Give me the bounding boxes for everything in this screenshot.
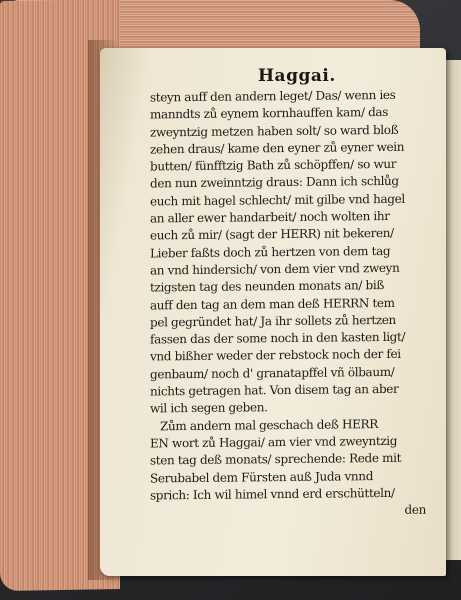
text-line: sprich: Ich wil himel vnnd erd erschütteln/ bbox=[150, 485, 395, 503]
text-line: sten tag deß monats/ sprechende: Rede mit bbox=[150, 451, 402, 468]
text-line: butten/ fünfftzig Bath zů schöpffen/ so wur bbox=[150, 157, 397, 174]
text-line: tzigsten tag des neunden monats an/ biß bbox=[150, 278, 385, 295]
text-line: den nun zweinntzig draus: Dann ich schlůg bbox=[150, 174, 399, 191]
text-line: an aller ewer handarbeit/ noch wolten ihr bbox=[150, 209, 390, 226]
text-line: euch zů mir/ (sagt der HERR) nit bekeren/ bbox=[150, 226, 394, 243]
text-line: vnd bißher weder der rebstock noch der fei bbox=[150, 347, 401, 364]
text-line: auff den tag an dem man deß HERRN tem bbox=[150, 295, 395, 313]
facing-page-edge bbox=[444, 60, 461, 560]
text-line: zweyntzig metzen haben solt/ so ward bloß bbox=[150, 122, 399, 140]
paragraph-start-line: Zům andern mal geschach deß HERR bbox=[160, 416, 378, 433]
text-line: fassen das der some noch in den kasten ligt/ bbox=[150, 329, 406, 347]
text-line: genbaum/ noch d' granatapffel vñ ölbaum/ bbox=[150, 364, 395, 382]
text-line: pel gegründet hat/ Ja ihr sollets zů hertzen bbox=[150, 312, 396, 330]
text-line: wil ich segen geben. bbox=[150, 400, 268, 416]
text-line: zehen draus/ kame den eyner zů eyner wein bbox=[150, 139, 405, 157]
text-line: EN wort zů Haggai/ am vier vnd zweyntzig bbox=[150, 433, 398, 451]
text-line: Lieber faßts doch zů hertzen von dem tag bbox=[150, 243, 391, 261]
text-line: nichts getragen hat. Von disem tag an aber bbox=[150, 381, 399, 399]
text-line: steyn auff den andern leget/ Das/ wenn ies bbox=[150, 87, 396, 105]
running-head: Haggai. bbox=[258, 66, 336, 86]
catchword: den bbox=[404, 502, 426, 517]
text-line: euch mit hagel schlecht/ mit gilbe vnd hagel bbox=[150, 191, 405, 209]
text-line: Serubabel dem Fürsten auß Juda vnnd bbox=[150, 468, 374, 485]
text-line: an vnd hindersich/ von dem vier vnd zweyn bbox=[150, 260, 400, 278]
text-line: manndts zů eynem kornhauffen kam/ das bbox=[150, 105, 389, 122]
page-text bbox=[150, 88, 426, 520]
